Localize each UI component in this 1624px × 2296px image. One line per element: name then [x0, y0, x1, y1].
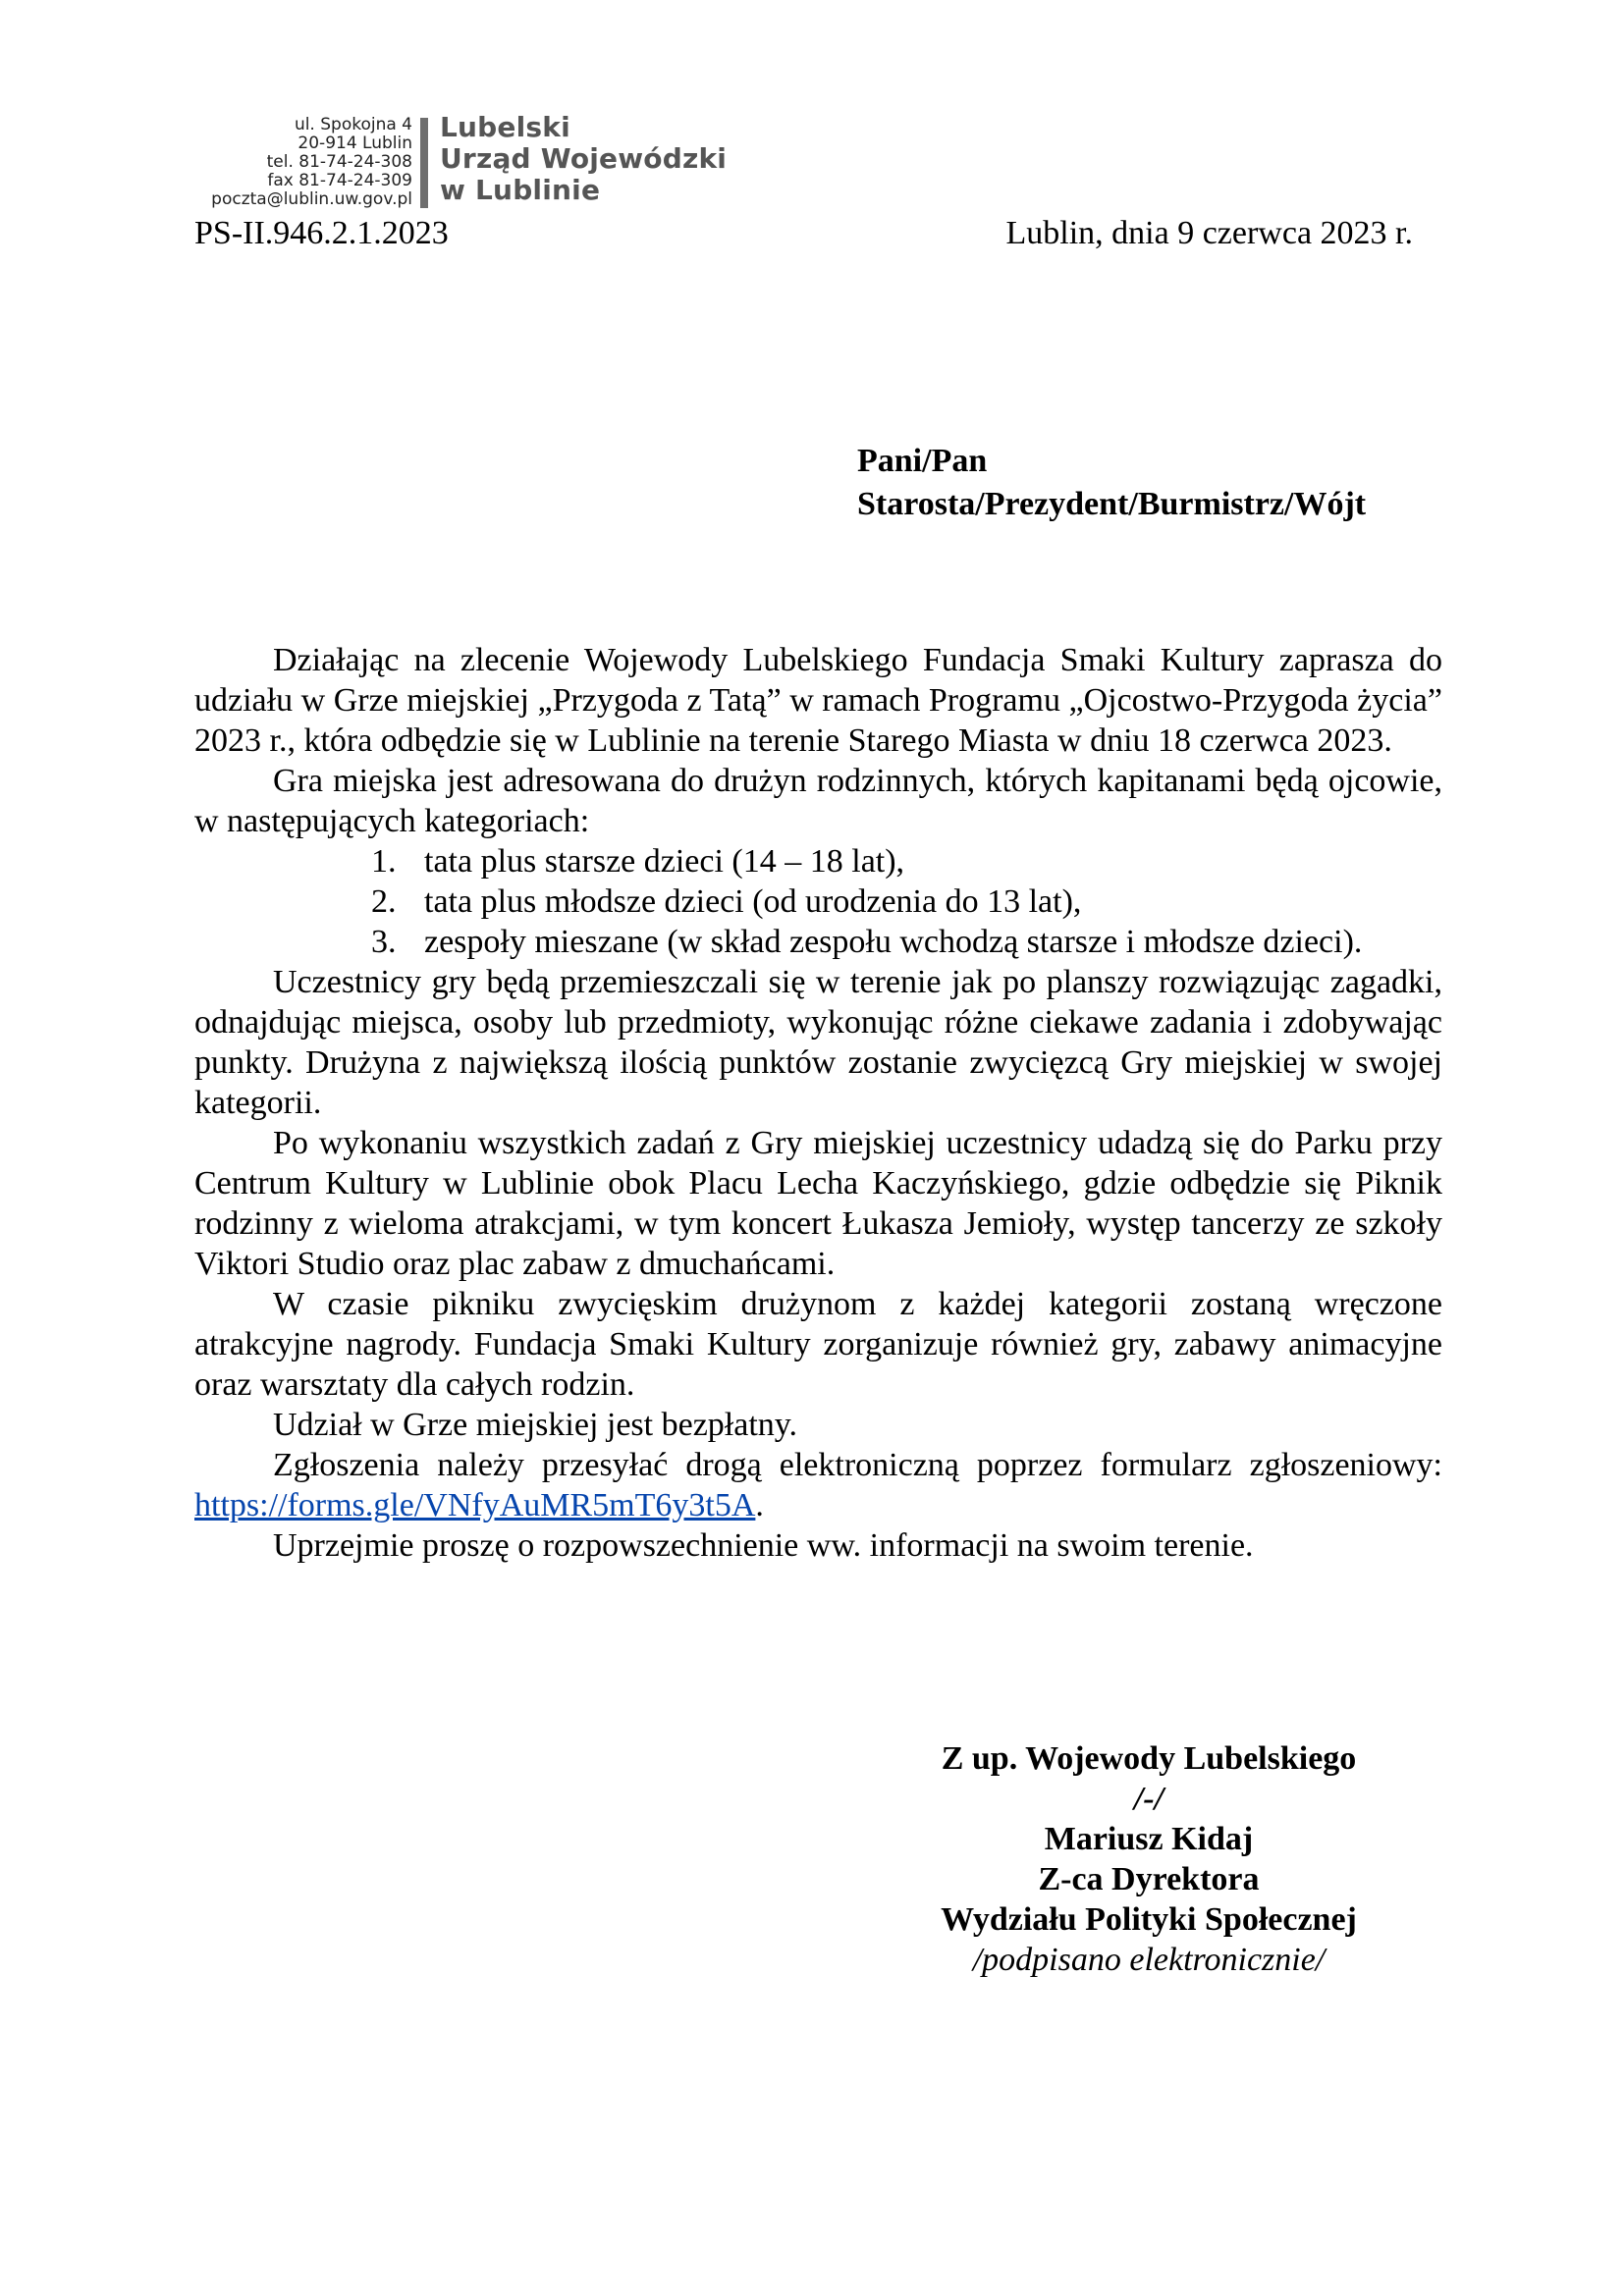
paragraph-5: W czasie pikniku zwycięskim drużynom z każdej kategorii zostaną wręczone atrakcyjne nagrody. Fundacja Smaki Kultury zorganizuje również gry, zabawy animacyjne oraz warsztaty dla całych rodzin. [194, 1286, 1442, 1403]
address-street: ul. Spokojna 4 [294, 115, 412, 134]
signatory-department: Wydziału Polityki Społecznej [941, 1901, 1357, 1938]
address-phone: tel. 81-74-24-308 [266, 152, 412, 172]
signature-note: /podpisano elektronicznie/ [972, 1942, 1326, 1978]
signature-block [825, 1738, 1473, 1980]
list-item-number: 2. [371, 883, 397, 920]
address-postal: 20-914 Lublin [298, 133, 412, 153]
list-item-text: tata plus starsze dzieci (14 – 18 lat), [424, 843, 905, 880]
paragraph-6: Udział w Grze miejskiej jest bezpłatny. [273, 1407, 798, 1443]
logo-bar [420, 118, 428, 208]
logo-line-2: Urząd Wojewódzki [440, 142, 728, 175]
paragraph-3: Uczestnicy gry będą przemieszczali się w terenie jak po planszy rozwiązując zagadki, odnajdując miejsca, osoby lub przedmioty, wykonując różne ciekawe zadania i zdobywając punkty. Drużyna z największą ilością punktów zostanie zwycięzcą Gry miejskiej w swojej kategorii. [194, 964, 1442, 1121]
paragraph-7 [194, 1445, 1442, 1525]
addressee-salutation: Pani/Pan [857, 443, 988, 479]
list-item-number: 1. [371, 843, 397, 880]
paragraph-7-text: Zgłoszenia należy przesyłać drogą elektroniczną poprzez formularz zgłoszeniowy: [273, 1447, 1442, 1483]
category-list [194, 841, 1442, 962]
reference-number: PS-II.946.2.1.2023 [194, 215, 449, 251]
address-fax: fax 81-74-24-309 [267, 171, 412, 190]
logo-line-3: w Lublinie [440, 174, 601, 206]
paragraph-4: Po wykonaniu wszystkich zadań z Gry miejskiej uczestnicy udadzą się do Parku przy Centrum Kultury w Lublinie obok Placu Lecha Kaczyńskiego, gdzie odbędzie się Piknik rodzinny z wieloma atrakcjami, w tym koncert Łukasza Jemioły, występ tancerzy ze szkoły Viktori Studio oraz plac zabaw z dmuchańcami. [194, 1125, 1442, 1282]
office-logo [440, 112, 727, 206]
addressee [857, 440, 1366, 526]
paragraph-2: Gra miejska jest adresowana do drużyn rodzinnych, których kapitanami będą ojcowie, w następujących kategoriach: [194, 763, 1442, 839]
list-item-text: tata plus młodsze dzieci (od urodzenia do 13 lat), [424, 883, 1082, 920]
signature-mark: /-/ [1133, 1781, 1164, 1817]
list-item [371, 881, 1442, 922]
registration-form-link[interactable]: https://forms.gle/VNfyAuMR5mT6y3t5A [194, 1487, 756, 1523]
list-item [371, 922, 1442, 962]
list-item [371, 841, 1442, 881]
signature-authority: Z up. Wojewody Lubelskiego [941, 1740, 1357, 1777]
paragraph-7-end: . [755, 1487, 764, 1523]
list-item-number: 3. [371, 924, 397, 960]
signatory-name: Mariusz Kidaj [1044, 1821, 1254, 1857]
office-address-block [172, 116, 412, 209]
date-line: Lublin, dnia 9 czerwca 2023 r. [1005, 215, 1413, 251]
list-item-text: zespoły mieszane (w skład zespołu wchodzą starsze i młodsze dzieci). [424, 924, 1363, 960]
address-email: poczta@lublin.uw.gov.pl [211, 189, 412, 209]
logo-line-1: Lubelski [440, 111, 570, 143]
addressee-title: Starosta/Prezydent/Burmistrz/Wójt [857, 486, 1367, 522]
signatory-position: Z-ca Dyrektora [1038, 1861, 1260, 1897]
letter-body [194, 640, 1442, 1566]
paragraph-1: Działając na zlecenie Wojewody Lubelskiego Fundacja Smaki Kultury zaprasza do udziału w Grze miejskiej „Przygoda z Tatą” w ramach Programu „Ojcostwo-Przygoda życia” 2023 r., która odbędzie się w Lublinie na terenie Starego Miasta w dniu 18 czerwca 2023. [194, 642, 1442, 759]
paragraph-8: Uprzejmie proszę o rozpowszechnienie ww. informacji na swoim terenie. [273, 1527, 1254, 1564]
